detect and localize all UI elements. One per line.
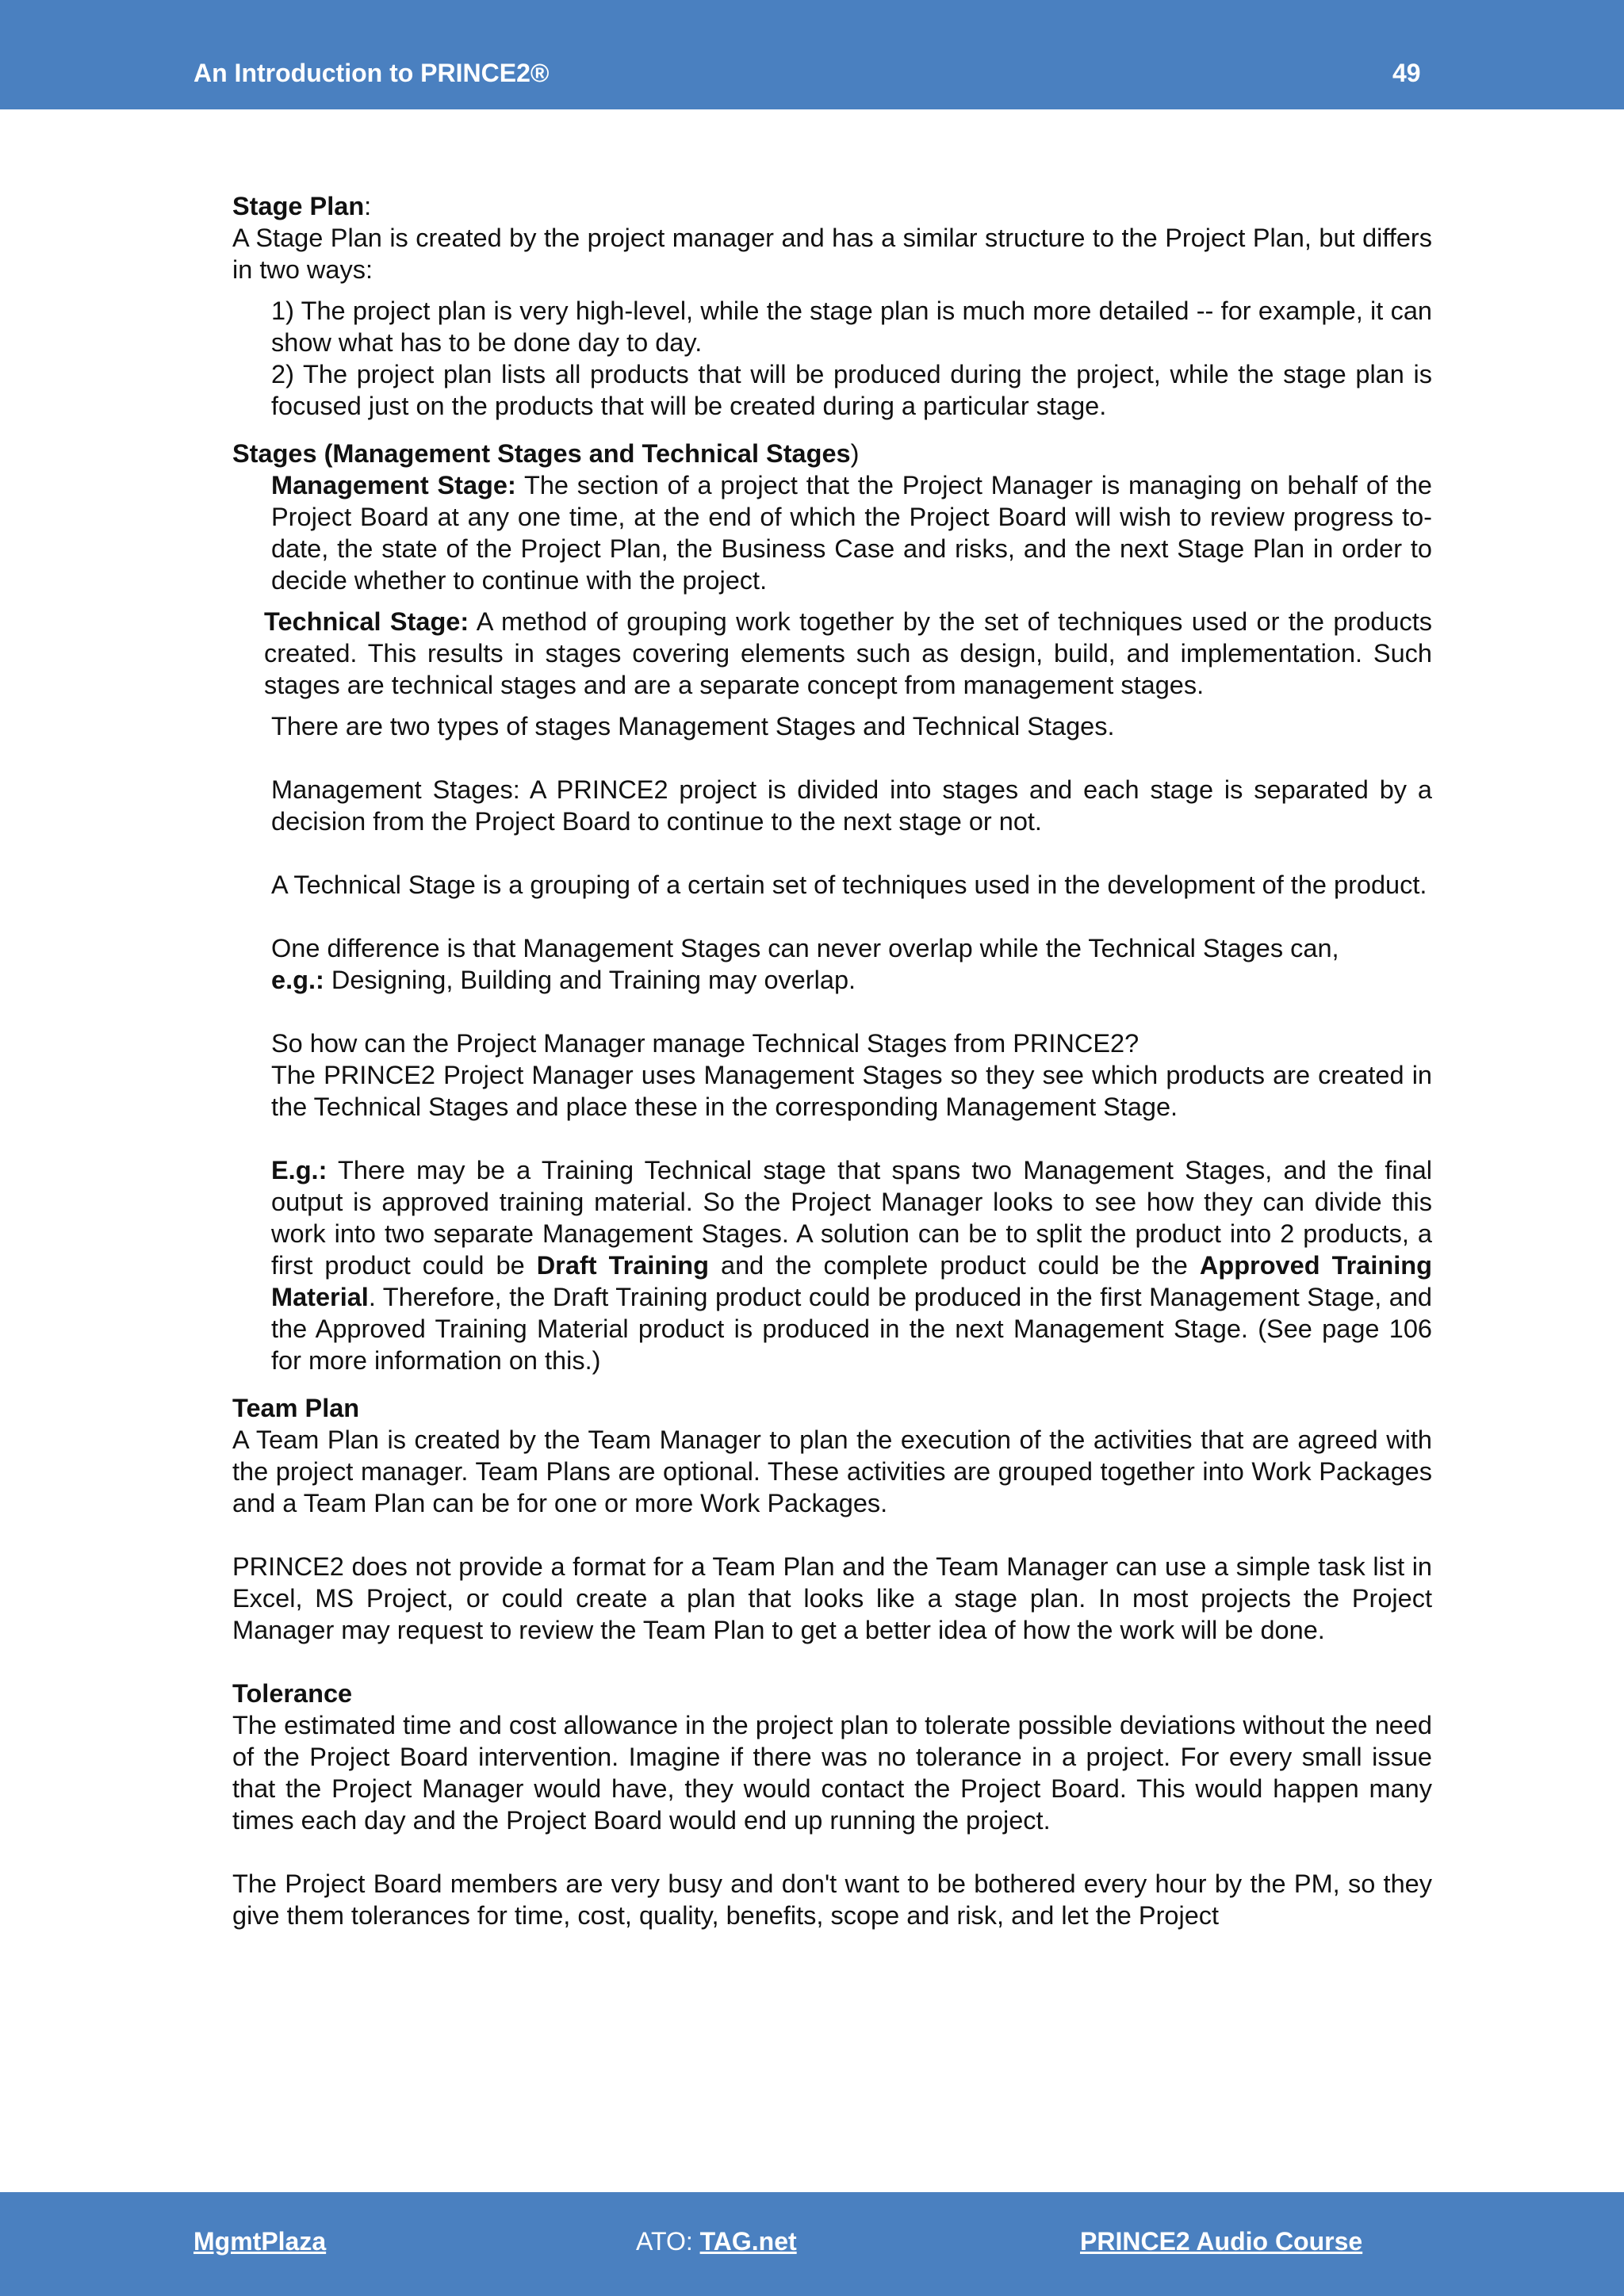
mgmtplaza-link[interactable]: MgmtPlaza <box>193 2227 327 2256</box>
team-plan-paragraph-2: PRINCE2 does not provide a format for a Team Plan and the Team Manager can use a simple task list in Excel, MS Project, or could create a plan that looks like a stage plan. In most projects the Project Manager may request to review the Team Plan to get a better idea of how the work will be done. <box>232 1552 1432 1644</box>
page-header <box>0 0 1624 109</box>
stages-paragraph-4: One difference is that Management Stages can never overlap while the Technical Stages can, e.g.: Designing, Building and Training may overlap. <box>271 934 1339 994</box>
stages-example: E.g.: There may be a Training Technical stage that spans two Management Stages, and the final output is approved training material. So the Project Manager looks to see how they can divide this work into two separate Management Stages. A solution can be to split the product into 2 products, a first product could be Draft Training and the complete product could be the Approved Training Material. Therefore, the Draft Training product could be produced in the first Management Stage, and the Approved Training Material product is produced in the next Management Stage. (See page 106 for more information on this.) <box>271 1156 1432 1375</box>
stage-plan-point-1: 1) The project plan is very high-level, while the stage plan is much more detailed -- for example, it can show what has to be done day to day. <box>271 297 1432 357</box>
stages-paragraph-3: A Technical Stage is a grouping of a certain set of techniques used in the development of the product. <box>271 871 1427 899</box>
management-stage-definition: Management Stage: The section of a project that the Project Manager is managing on behalf of the Project Board at any one time, at the end of which the Project Board will wish to review progress to-date, the state of the Project Plan, the Business Case and risks, and the next Stage Plan in order to decide whether to continue with the project. <box>271 471 1432 595</box>
stages-heading: Stages (Management Stages and Technical Stages) <box>232 439 860 468</box>
page-content <box>232 190 1432 1931</box>
stage-plan-point-2: 2) The project plan lists all products that will be produced during the project, while the stage plan is focused just on the products that will be created during a particular stage. <box>271 360 1432 420</box>
technical-stage-definition: Technical Stage: A method of grouping work together by the set of techniques used or the products created. This results in stages covering elements such as design, build, and implementation. Such stages are technical stages and are a separate concept from management stages. <box>264 607 1433 699</box>
tolerance-paragraph-1: The estimated time and cost allowance in the project plan to tolerate possible deviations without the need of the Project Board intervention. Imagine if there was no tolerance in a project. For every small issue that the Project Manager would have, they would contact the Project Board. This would happen many times each day and the Project Board would end up running the project. <box>232 1711 1432 1835</box>
book-title: An Introduction to PRINCE2® <box>193 59 550 87</box>
tag-net-link[interactable]: TAG.net <box>699 2227 797 2256</box>
stage-plan-intro: A Stage Plan is created by the project manager and has a similar structure to the Project Plan, but differs in two ways: <box>232 224 1432 284</box>
stages-paragraph-1: There are two types of stages Management Stages and Technical Stages. <box>271 712 1115 740</box>
stage-plan-heading: Stage Plan: <box>232 192 372 220</box>
stages-paragraph-2: Management Stages: A PRINCE2 project is divided into stages and each stage is separated by a decision from the Project Board to continue to the next stage or not. <box>271 775 1432 836</box>
tolerance-heading: Tolerance <box>232 1679 353 1708</box>
team-plan-heading: Team Plan <box>232 1394 360 1422</box>
page-number: 49 <box>1392 59 1421 87</box>
prince2-audio-course-link[interactable]: PRINCE2 Audio Course <box>1080 2227 1363 2256</box>
ato-label: ATO: TAG.net <box>636 2227 797 2256</box>
stages-question: So how can the Project Manager manage Technical Stages from PRINCE2? <box>271 1029 1139 1058</box>
team-plan-paragraph-1: A Team Plan is created by the Team Manager to plan the execution of the activities that are agreed with the project manager. Team Plans are optional. These activities are grouped together into Work Packages and a Team Plan can be for one or more Work Packages. <box>232 1425 1432 1517</box>
stages-paragraph-6: The PRINCE2 Project Manager uses Management Stages so they see which products are created in the Technical Stages and place these in the corresponding Management Stage. <box>271 1061 1432 1121</box>
tolerance-paragraph-2: The Project Board members are very busy and don't want to be bothered every hour by the PM, so they give them tolerances for time, cost, quality, benefits, scope and risk, and let the Project <box>232 1869 1432 1930</box>
page-footer <box>0 2192 1624 2296</box>
